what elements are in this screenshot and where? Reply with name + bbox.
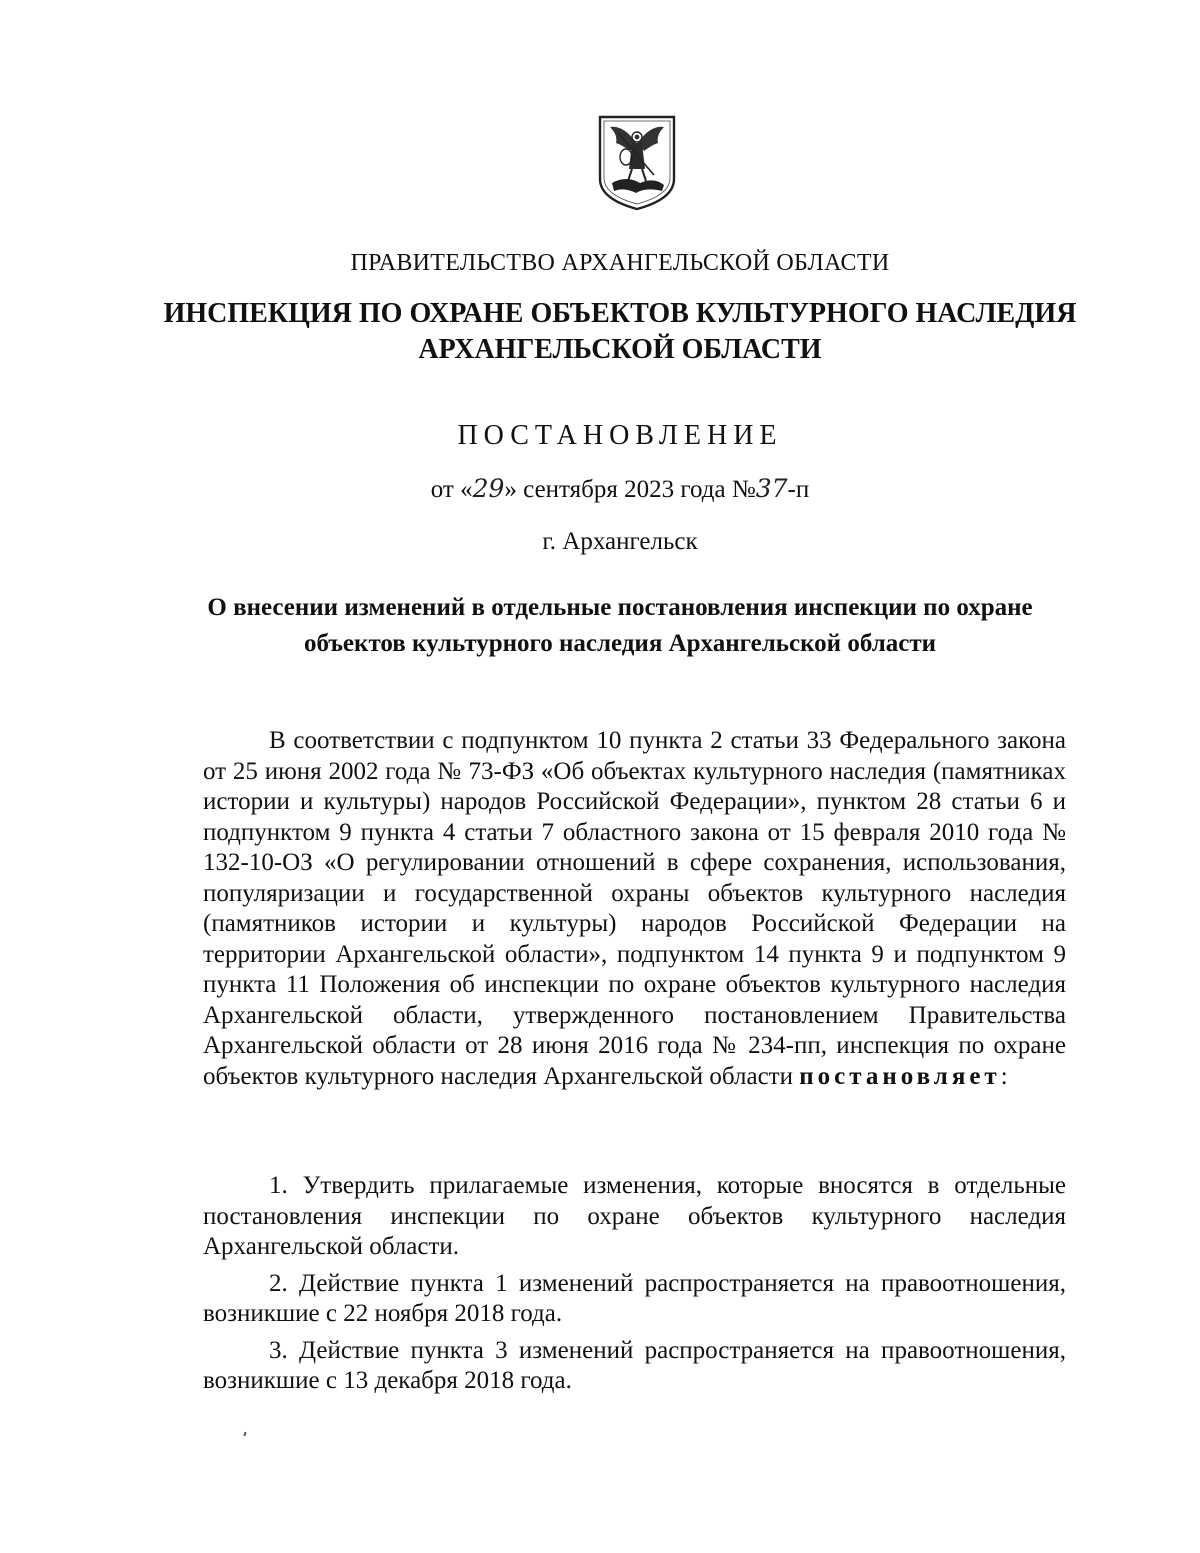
inspection-title: [0, 296, 1200, 368]
city: г. Архангельск: [542, 528, 698, 555]
decree-word: постановляет: [799, 1062, 1001, 1090]
decree-item-3: 3. Действие пункта 3 изменений распространяется на правоотношения, возникшие с 13 декабря 2018 года.: [203, 1336, 1066, 1394]
scan-speck: [243, 1432, 246, 1436]
government-header: ПРАВИТЕЛЬСТВО АРХАНГЕЛЬСКОЙ ОБЛАСТИ: [350, 250, 890, 276]
subject-line2: объектов культурного наследия Архангельской области: [303, 630, 937, 657]
decree-item-1: 1. Утвердить прилагаемые изменения, которые вносятся в отдельные постановления инспекции по охране объектов культурного наследия Архангельской области.: [203, 1172, 1066, 1260]
document-type: ПОСТАНОВЛЕНИЕ: [457, 420, 783, 451]
dateline-prefix: от «: [430, 476, 473, 503]
dateline-middle: » сентября 2023 года №: [504, 476, 756, 503]
document-dateline: [0, 474, 1200, 504]
inspection-title-line2: АРХАНГЕЛЬСКОЙ ОБЛАСТИ: [418, 334, 822, 365]
decree-colon: :: [1000, 1062, 1008, 1090]
dateline-suffix: -п: [787, 476, 810, 503]
preamble-text: В соответствии с подпунктом 10 пункта 2 статьи 33 Федерального закона от 25 июня 2002 года № 73-ФЗ «Об объектах культурного наследия (памятниках истории и культуры) народов Российской Федерации», пунктом 28 статьи 6 и подпунктом 9 пункта 4 статьи 7 областного закона от 15 февраля 2010 года № 132-10-ОЗ «О регулировании отношений в сфере сохранения, использования, популяризации и государственной охраны объектов культурного наследия (памятников истории и культуры) народов Российской Федерации на территории Архангельской области», подпунктом 14 пункта 9 и подпунктом 9 пункта 11 Положения об инспекции по охране объектов культурного наследия Архангельской области, утвержденного постановлением Правительства Архангельской области от 28 июня 2016 года № 234-пп, инспекция по охране объектов культурного наследия Архангельской области: [203, 727, 1066, 1090]
decree-items: [203, 1171, 1066, 1403]
coat-of-arms-icon: [596, 113, 678, 211]
dateline-number-handwritten: 37: [755, 474, 788, 503]
subject-line1: О внесении изменений в отдельные постановления инспекции по охране: [207, 594, 1033, 621]
decree-item-2: 2. Действие пункта 1 изменений распространяется на правоотношения, возникшие с 22 ноября 2018 года.: [203, 1269, 1066, 1327]
inspection-title-line1: ИНСПЕКЦИЯ ПО ОХРАНЕ ОБЪЕКТОВ КУЛЬТУРНОГО НАСЛЕДИЯ: [163, 298, 1077, 329]
preamble-paragraph: [203, 726, 1066, 1092]
document-subject: [0, 590, 1200, 662]
dateline-day-handwritten: 29: [472, 474, 505, 503]
